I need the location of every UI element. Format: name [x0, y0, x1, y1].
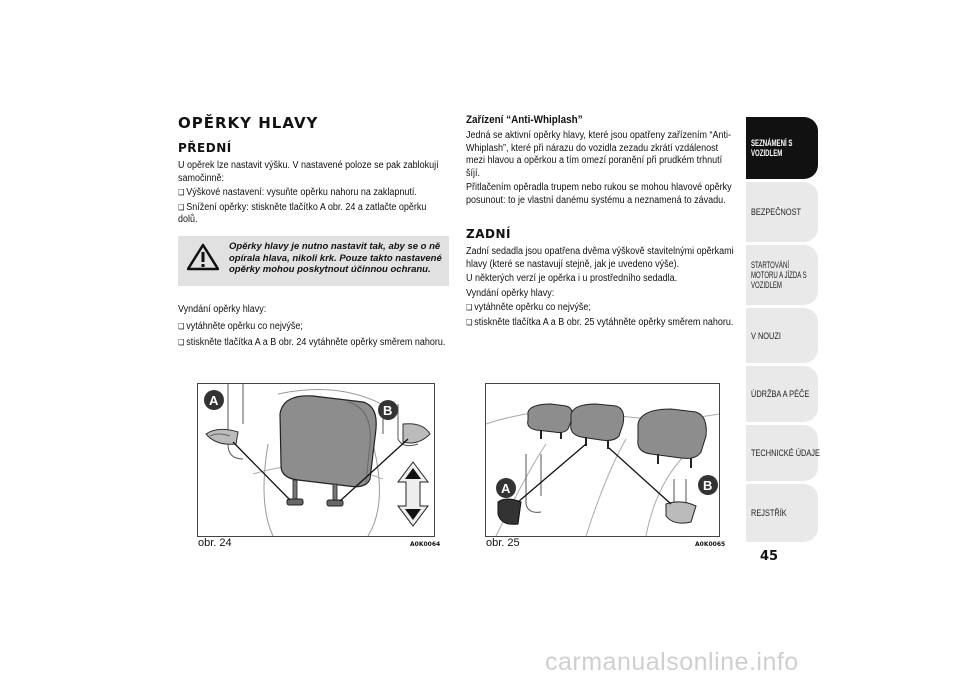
tab-getting-to-know[interactable]: SEZNÁMENÍ S VOZIDLEM: [746, 117, 818, 179]
callout-b-label: B: [703, 478, 713, 493]
watermark: carmanualsonline.info: [545, 648, 799, 676]
figure-24-caption: obr. 24: [198, 537, 232, 549]
bullet-item: ❑ vytáhněte opěrku co nejvýše;: [178, 321, 448, 334]
page-number: 45: [760, 549, 779, 564]
tab-index[interactable]: REJSTŘÍK: [746, 484, 818, 542]
figure-24-code: A0K0064: [410, 541, 441, 548]
subsection-title-rear: ZADNÍ: [466, 227, 511, 241]
removal-text: [178, 304, 448, 352]
front-text: [178, 160, 448, 229]
warning-text: Opěrky hlavy je nutno nastavit tak, aby se o ně opírala hlava, nikoli krk. Pouze takto nastavené opěrky mohou poskytnout účinnou ochranu.: [229, 241, 442, 275]
bullet-item: ❑ stiskněte tlačítka A a B obr. 25 vytáhněte opěrky směrem nahoru.: [466, 317, 737, 330]
anti-whiplash-title: Zařízení “Anti-Whiplash”: [466, 114, 583, 126]
rear-text: [466, 246, 737, 331]
bullet-item: ❑ Snížení opěrky: stiskněte tlačítko A obr. 24 a zatlačte opěrku dolů.: [178, 202, 448, 227]
bullet-item: ❑ stiskněte tlačítka A a B obr. 24 vytáhněte opěrky směrem nahoru.: [178, 337, 448, 350]
paragraph: Jedná se aktivní opěrky hlavy, které jsou opatřeny zařízením “Anti-Whiplash”, které při nárazu do vozidla zezadu zkrátí vzdálenost mezi hlavou a opěrkou a tím omezí poranění při prudkém trhnutí šíjí.: [466, 130, 731, 179]
figure-25-code: A0K0065: [695, 541, 726, 548]
bullet-item: ❑ Výškové nastavení: vysuňte opěrku nahoru na zaklapnutí.: [178, 187, 448, 200]
section-title: OPĚRKY HLAVY: [178, 114, 319, 132]
figure-25-caption: obr. 25: [486, 537, 520, 549]
callout-a-label: A: [209, 393, 219, 408]
paragraph: Vyndání opěrky hlavy:: [178, 304, 267, 315]
paragraph: U některých verzí je opěrka i u prostředního sedadla.: [466, 273, 678, 284]
callout-a-label: A: [501, 481, 511, 496]
tab-safety[interactable]: BEZPEČNOST: [746, 182, 818, 242]
headrest-front-illustration: [198, 384, 434, 536]
figure-25: [485, 383, 720, 537]
bullet-item: ❑ vytáhněte opěrku co nejvýše;: [466, 302, 737, 315]
subsection-title-front: PŘEDNÍ: [178, 141, 232, 155]
anti-whiplash-text: [466, 130, 737, 209]
warning-triangle-icon: [187, 243, 219, 271]
figure-24: [197, 383, 435, 537]
tab-emergency[interactable]: V NOUZI: [746, 308, 818, 363]
paragraph: Přitlačením opěradla trupem nebo rukou se mohou hlavové opěrky posunout: to je vlastní danému systému a neznamená to závadu.: [466, 182, 732, 206]
tab-starting-driving[interactable]: STARTOVÁNÍ MOTORU A JÍZDA S VOZIDLEM: [746, 245, 818, 305]
paragraph: Vyndání opěrky hlavy:: [466, 287, 555, 299]
headrest-rear-illustration: [486, 384, 719, 536]
paragraph: Zadní sedadla jsou opatřena dvěma výškově stavitelnými opěrkami hlavy (které se nastavují stejně, jak je uvedeno výše).: [466, 246, 734, 270]
paragraph: U opěrek lze nastavit výšku. V nastavené poloze se pak zablokují samočinně:: [178, 160, 439, 184]
tab-technical-data[interactable]: TECHNICKÉ ÚDAJE: [746, 425, 818, 481]
callout-b-label: B: [383, 403, 393, 418]
tab-maintenance[interactable]: ÚDRŽBA A PÉČE: [746, 366, 818, 422]
